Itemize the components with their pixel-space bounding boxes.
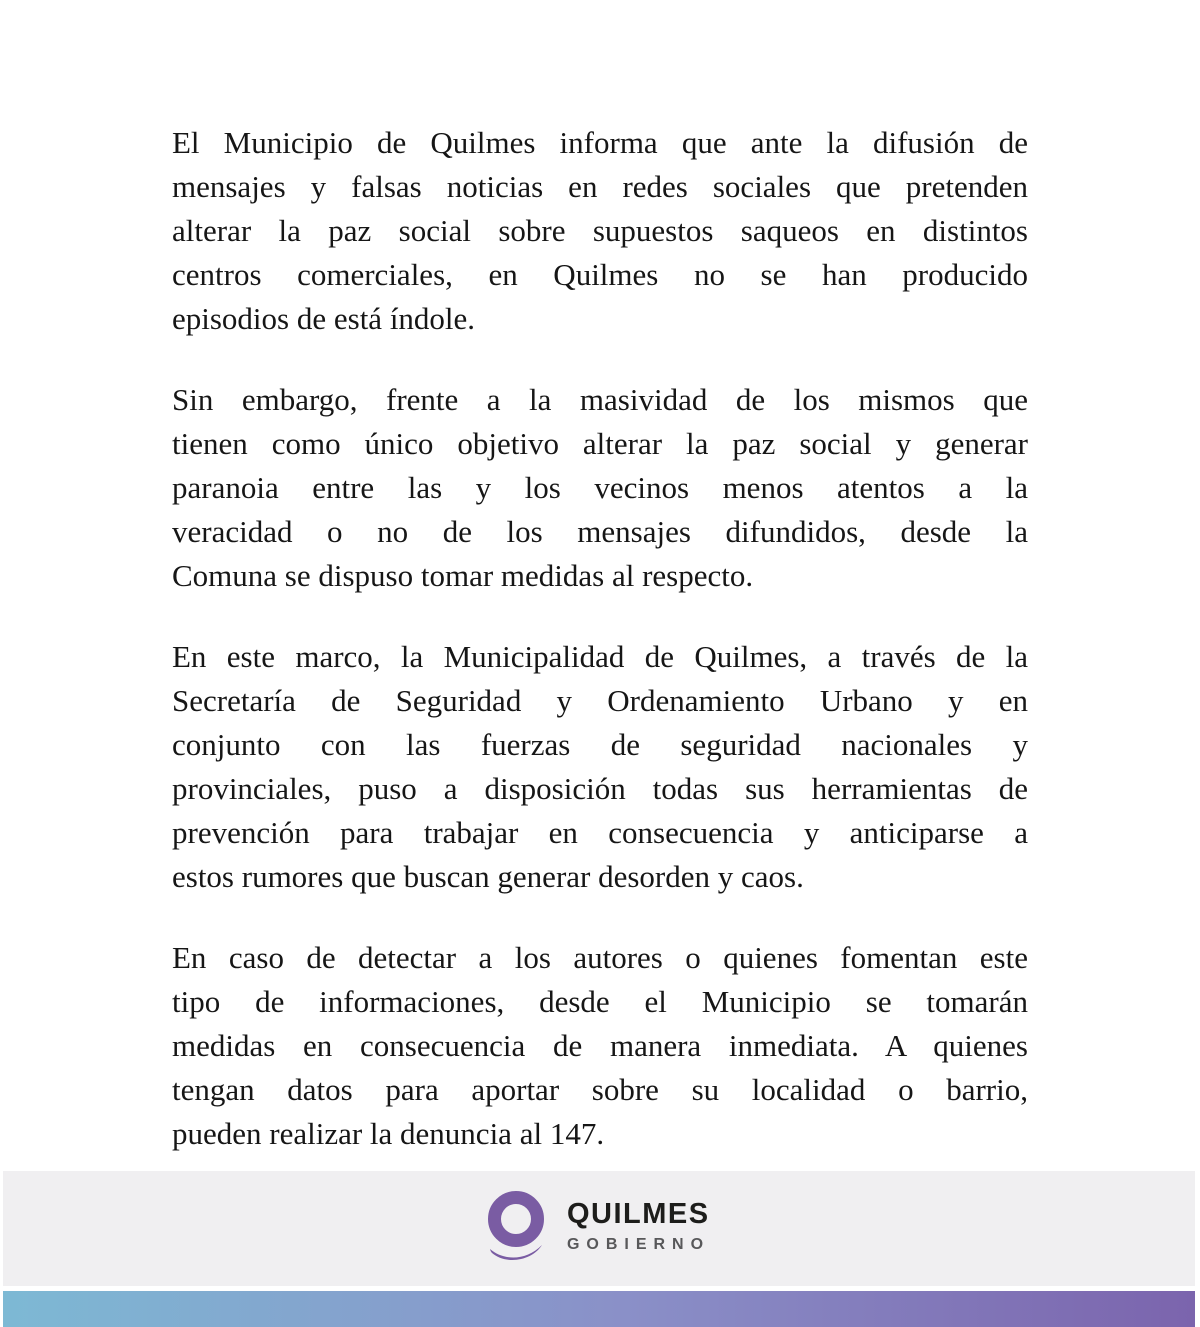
text-line: prevención para trabajar en consecuencia y anticiparse a (172, 815, 1028, 850)
text-line: veracidad o no de los mensajes difundidos, desde la (172, 514, 1028, 549)
quilmes-q-icon (488, 1191, 544, 1263)
text-line: En caso de detectar a los autores o quienes fomentan este (172, 940, 1028, 975)
quilmes-logo (488, 1191, 710, 1263)
footer-band (3, 1171, 1195, 1286)
text-line: Sin embargo, frente a la masividad de los mismos que (172, 382, 1028, 417)
text-line: tienen como único objetivo alterar la paz social y generar (172, 426, 1028, 461)
announcement-text (172, 121, 1028, 1156)
text-line: estos rumores que buscan generar desorden y caos. (172, 859, 804, 894)
paragraph (172, 635, 1028, 899)
paragraph (172, 936, 1028, 1156)
text-line: El Municipio de Quilmes informa que ante la difusión de (172, 125, 1028, 160)
logo-subtitle-text: GOBIERNO (566, 1236, 711, 1254)
footer-gradient-bar (3, 1291, 1195, 1327)
logo-brand-text: QUILMES (566, 1198, 710, 1231)
text-line: medidas en consecuencia de manera inmediata. A quienes (172, 1028, 1028, 1063)
text-line: tipo de informaciones, desde el Municipio se tomarán (172, 984, 1028, 1019)
text-line: paranoia entre las y los vecinos menos atentos a la (172, 470, 1028, 505)
text-line: En este marco, la Municipalidad de Quilmes, a través de la (172, 639, 1028, 674)
text-line: episodios de está índole. (172, 301, 476, 336)
text-line: mensajes y falsas noticias en redes sociales que pretenden (172, 169, 1028, 204)
text-line: centros comerciales, en Quilmes no se han producido (172, 257, 1028, 292)
logo-text-block (567, 1199, 710, 1253)
text-line: alterar la paz social sobre supuestos saqueos en distintos (172, 213, 1028, 248)
text-line: pueden realizar la denuncia al 147. (172, 1116, 605, 1151)
text-line: Comuna se dispuso tomar medidas al respecto. (172, 558, 754, 593)
text-line: conjunto con las fuerzas de seguridad nacionales y (172, 727, 1028, 762)
paragraph (172, 121, 1028, 341)
paragraph (172, 378, 1028, 598)
text-line: Secretaría de Seguridad y Ordenamiento Urbano y en (172, 683, 1028, 718)
text-line: tengan datos para aportar sobre su localidad o barrio, (172, 1072, 1028, 1107)
text-line: provinciales, puso a disposición todas sus herramientas de (172, 771, 1028, 806)
